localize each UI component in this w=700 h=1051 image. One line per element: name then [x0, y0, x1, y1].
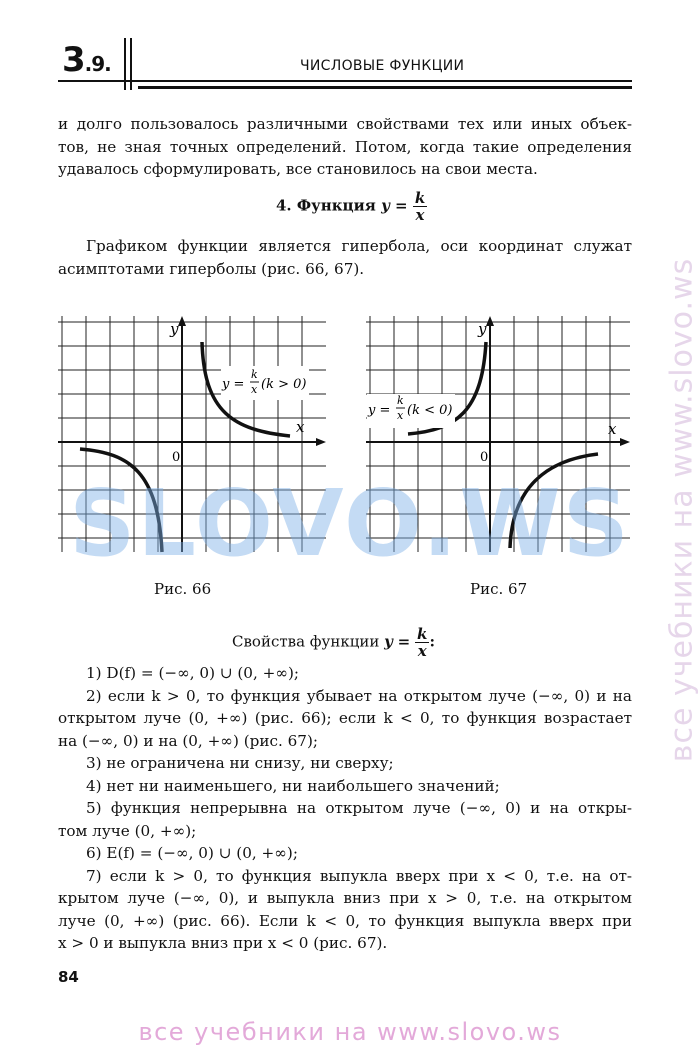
svg-text:x: x: [251, 383, 258, 396]
properties-list: 1) D(f) = (−∞, 0) ∪ (0, +∞); 2) если k > 0, то функция убывает на открытом луче (−∞, 0) и на открытом луче (0, +∞) (рис. 66); если k < 0, то функция возрастает на (−∞, 0) и на (0, +∞) (рис. 67); 3) не ограничена ни снизу, ни сверху; 4) нет ни наименьшего, ни наибольшего значений; 5) функция непрерывна на открытом луче (−∞, 0) и на откры- том луче (0, +∞); 6) E(f) = (−∞, 0) ∪ (0, +∞); 7) если k > 0, то функция выпукла вверх при x < 0, т.е. на от- крытом луче (−∞, 0), и выпукла вниз при x > 0, т.е. на открытом луче (0, +∞) (рис. 66). Если k < 0, то функция выпукла вверх при x > 0 и выпукла вниз при x < 0 (рис. 67).: [58, 664, 632, 952]
svg-text:x: x: [397, 409, 404, 422]
section-number: 3.9.: [62, 40, 111, 80]
property-5: 5) функция непрерывна на открытом луче (−∞, 0) и на откры-: [86, 799, 632, 817]
y-axis-label: y: [478, 320, 487, 338]
function-condition: (k > 0): [261, 377, 307, 392]
watermark-bottom: все учебники на www.slovo.ws: [138, 1018, 562, 1046]
section-heading: 4. Функция y = $\frac{k}{x}$: [276, 189, 426, 224]
page-number: 84: [58, 968, 79, 986]
chapter-title: ЧИСЛОВЫЕ ФУНКЦИИ: [300, 58, 465, 74]
figure-66-caption: Рис. 66: [154, 580, 212, 598]
svg-text:k: k: [397, 394, 404, 407]
header-bars: [124, 38, 133, 90]
property-6: 6) E(f) = (−∞, 0) ∪ (0, +∞);: [86, 844, 298, 862]
header-rule-thick: [138, 86, 632, 89]
watermark-center: SLOVO.WS: [69, 470, 631, 577]
intro-paragraph: и долго пользовалось различными свойствами тех или иных объек- тов, не зная точных определений. Потом, когда такие определения удавалось сформулировать, все становилось на свои места.: [58, 115, 632, 178]
properties-heading: Свойства функции y = $\frac{k}{x}$ :: [232, 625, 435, 660]
watermark-side: все учебники на www.slovo.ws: [664, 257, 700, 763]
x-axis-label: x: [608, 420, 617, 438]
heading-fraction: $\frac{k}{x}$: [414, 189, 426, 224]
header-rule: [58, 80, 632, 82]
function-label: y =: [368, 403, 391, 418]
property-7: 7) если k > 0, то функция выпукла вверх при x < 0, т.е. на от-: [86, 866, 632, 885]
property-3: 3) не ограничена ни снизу, ни сверху;: [86, 754, 394, 772]
origin-label: 0: [172, 450, 181, 465]
property-1: 1) D(f) = (−∞, 0) ∪ (0, +∞);: [86, 664, 300, 682]
property-4: 4) нет ни наименьшего, ни наибольшего значений;: [86, 776, 500, 795]
graph-paragraph: Графиком функции является гипербола, оси координат служат асимптотами гиперболы (рис. 66, 67).: [58, 237, 632, 278]
function-label: y =: [222, 377, 245, 392]
origin-label: 0: [480, 450, 489, 465]
y-axis-label: y: [170, 320, 179, 338]
svg-text:k: k: [251, 368, 258, 381]
figure-67-caption: Рис. 67: [470, 580, 528, 598]
properties-fraction: $\frac{k}{x}$: [417, 625, 428, 660]
property-2: 2) если k > 0, то функция убывает на открытом луче (−∞, 0) и на: [86, 686, 632, 705]
function-condition: (k < 0): [407, 403, 453, 418]
x-axis-label: x: [296, 418, 305, 436]
